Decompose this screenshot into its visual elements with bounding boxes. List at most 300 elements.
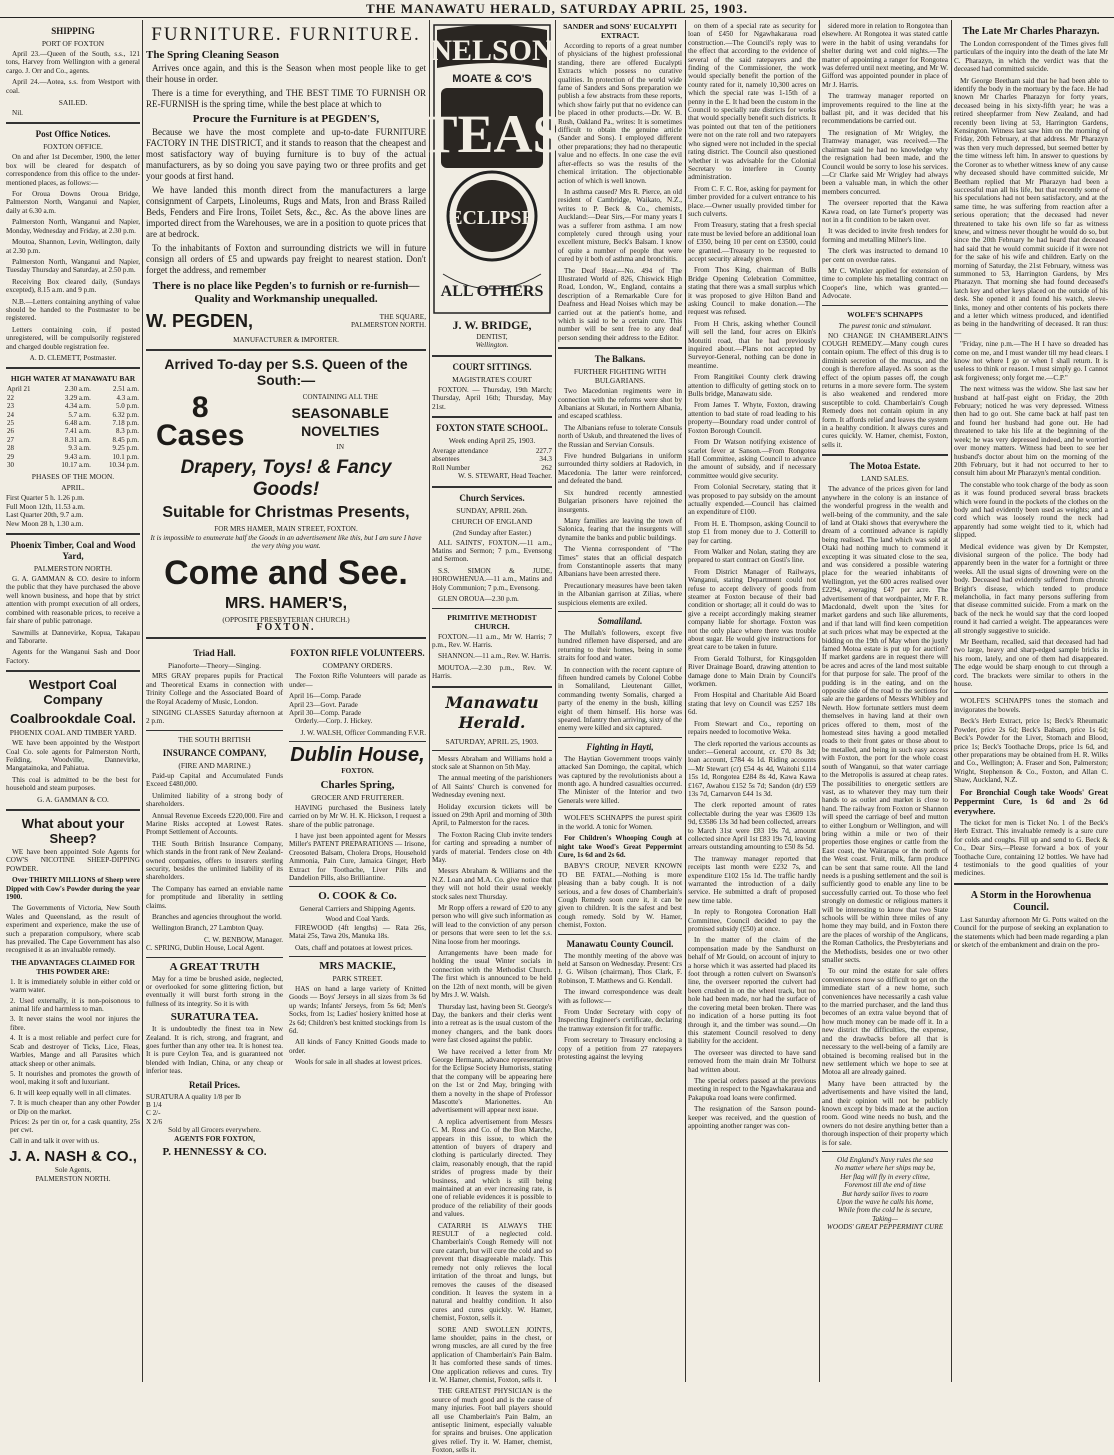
procure-title: Procure the Furniture is at PEGDEN'S,: [192, 113, 380, 125]
nelson-moate: MOATE & CO'S: [452, 73, 532, 85]
divider: [558, 611, 682, 612]
column-rule: [142, 20, 143, 1382]
pegden-claim: There is no place like Pegden's to furnish or re-furnish—Quality and Workmanship unequalled.: [152, 280, 420, 305]
spring-p3: Because we have the most complete and up-to-date FURNITURE FACTORY IN THE DISTRICT, and it stands to reason that the cheapest and most satisfactory way of buying furniture is to buy of the actual manufacturers, as by so doing you save paying two or three profits and get your goods at first hand.: [146, 127, 426, 181]
balkans-p6: The Vienna correspondent of "The Times" states that an official despatch from Constantinople asserts that many Albanians have been arrested there.: [558, 545, 682, 579]
suratura-p1: It is undoubtedly the finest tea in New Zealand. It is rich, strong, and fragrant, and goes further than any other tea. It is honest tea. It is pure Ceylon Tea, and is guaranteed not blended with Indian, China, or any cheap or inferior teas.: [146, 1025, 283, 1076]
post-p7: N.B.—Letters containing anything of value should be handed to the Postmaster to be registered.: [6, 297, 140, 323]
mackie-title: MRS MACKIE,: [319, 959, 396, 972]
cook-sub: General Carriers and Shipping Agents.: [299, 904, 416, 914]
divider: [6, 809, 140, 811]
cook-p3: Oats, chaff and potatoes at lowest prices.: [295, 943, 413, 952]
shipping-arrived2: April 24.—Aotea, s.s. from Westport with coal.: [6, 78, 140, 95]
c6-p6: The clerk was instructed to demand 10 per cent on overdue rates.: [822, 247, 948, 264]
sheep-adv-title: THE ADVANTAGES CLAIMED FOR THIS POWDER ARE:: [10, 957, 136, 976]
phoenix-title: Phoenix Timber, Coal and Wood Yard,: [10, 540, 136, 562]
come-see: Come and See.: [164, 553, 408, 592]
divider: [954, 692, 1108, 693]
late-p6: Medical evidence was given by Dr Kempster, divisional surgeon of the police. The body had apparently been in the water for a fortnight or three weeks. All the usual signs of drowning were on the body. Deceased had evidently suffered from chronic Bright's disease, which tended to produce melancholia, in fact many persons suffering from that disease committed suicide. From a mark on the back of the neck he would say that the cord looped round it had carried a weight. The appearances were all strongly suggestive to suicide.: [954, 542, 1108, 635]
wolfe-line: WOLFE'S SCHNAPPS tones the stomach and invigorates the bowels.: [954, 697, 1108, 714]
rifle-title: FOXTON RIFLE VOLUNTEERS.: [290, 648, 425, 659]
arrived-title: Arrived To-day per S.S. Queen of the South:—: [164, 356, 408, 389]
church-title: Church Services.: [459, 492, 525, 503]
rifle-p1: The Foxton Rifle Volunteers will parade as under—: [289, 672, 426, 689]
eight-cases: 8 Cases: [156, 391, 245, 453]
dublin-trade: GROCER AND FRUITERER.: [311, 792, 404, 802]
divider: [432, 608, 552, 609]
nash-sub: Sole Agents,: [54, 1166, 92, 1175]
foxton: FOXTON.: [256, 622, 316, 634]
spring-p4: We have landed this month direct from the manufacturers a large consignment of Carpets, Linoleums, Rugs and Mats, Iron and Brass Railed Beds, Fenders and Fire Irons, Toilet Sets, &c., &c. As the above lines are imported direct from the Warehouses, we are in a position to quote prices that are at bedrock.: [146, 185, 426, 239]
church-sub: CHURCH OF ENGLAND: [451, 516, 533, 526]
spring-p5: To the inhabitants of Foxton and surrounding districts we will in future consign all orders of £5 and upwards pay freight to nearest station. Don't forget the address, and remember: [146, 243, 426, 275]
sheep-p1: WE have been appointed Sole Agents for COW'S NICOTINE SHEEP-DIPPING POWDER.: [6, 847, 140, 873]
c4-p2: According to reports of a great number of physicians of the highest professional standing, there are offered Eucalypti Extracts which possess no curative qualities. In protection of the world wide fame of Sanders and Sons preparation we publish a few abstracts from these reports, which show fairly put that no evidence can be placed in other products.—Dr. W. B. Rush, Oakland Pa., writes: It is sometimes difficult to obtain the genuine article (Sander and Sons). I employed different other preparations; they had no therapeutic value and no effects. In one case the evil after-effects so was the results of the chemical irritation. The objectionable action of which is well known.: [558, 42, 682, 185]
pegden-addr2: PALMERSTON NORTH.: [350, 321, 426, 329]
column-rule: [685, 20, 686, 1382]
rifle-sign: J. W. WALSH, Officer Commanding F.V.R.: [300, 728, 426, 737]
sbi-p4: THE South British Insurance Company, which stands in the front rank of New Zealand-owned companies, offers to insurers sterling security, besides the unlimited liability of its shareholders.: [146, 839, 283, 882]
divider: [432, 686, 552, 688]
c2-left: [146, 644, 283, 1160]
c5-p15: From Stewart and Co., reporting on repairs needed to locomotive Weka.: [688, 719, 816, 737]
c5-p4: From Thos King, chairman of Bulls Bridge Opening Celebration Committee, stating that there was a small surplus which it was proposed to give Hilton Band and asking Council to make donation.—The request was refused.: [688, 266, 816, 317]
column-7: [954, 22, 1108, 1382]
rifle-orderly: Orderly.—Corp. J. Hickey.: [295, 717, 373, 726]
sbi-sub: (FIRE AND MARINE.): [178, 760, 251, 770]
sbi-p2: Unlimited liability of a strong body of shareholders.: [146, 791, 283, 809]
c5-p20: In the matter of the claim of the compensation made by the Sandhurst on behalf of Mr Gould, on account of injury to a horse which it was asserted had placed its foot through a rotten culvert on Swanson's line, the overseer reported the culvert had been crushed in on the wheel track, but no hole had been made, nor had the surface of the covering metal been broken. There was no indication of a horse putting its foot through it, and the timber was sound.—On this statement Council resolved to deny liability for the accident.: [688, 936, 816, 1046]
column-5: [688, 22, 816, 1382]
late-p5: The constable who took charge of the body as soon as it was found produced several brass brackets which were found in the pockets of the clothes on the body and had evidently been used as weights; and a cord which was loosely round the neck had apparently had some weight tied to it, which had slipped.: [954, 480, 1108, 540]
balkans-sub: FURTHER FIGHTING WITH BULGARIANS.: [573, 367, 667, 386]
church-p2: ALL SAINTS', FOXTON.—11 a.m., Matins and Sermon; 7 p.m., Evensong and Sermon.: [432, 538, 552, 564]
post-p5: Palmerston North, Wanganui and Napier, Tuesday Thursday and Saturday, at 2.50 p.m.: [6, 257, 140, 275]
table-row: 28 9.3 a.m. 9.25 p.m.: [7, 444, 139, 453]
suitable: Suitable for Christmas Presents,: [162, 504, 410, 522]
wolfe-line: WOLFE'S SCHNAPPS the purest spirit in the world. A tonic for Women.: [558, 814, 682, 831]
phoenix-sub: PALMERSTON NORTH.: [33, 564, 113, 574]
balkans-p3: Five hundred Bulgarians in uniform surrounded thirty soldiers at Radovich, in Macedonia. The latter were reinforced, and defeated the band.: [558, 452, 682, 486]
impossible: It is impossible to enumerate half the Goods in an advertisement like this, but I am sure I have the very thing you want.: [150, 533, 422, 551]
news-p1: Messrs Abraham and Williams hold a stock sale at Shannon on 5th May.: [432, 754, 552, 771]
table-row: 26 7.41 a.m. 8.3 p.m.: [7, 427, 139, 436]
court-sub: MAGISTRATE'S COURT: [452, 374, 532, 384]
list-item: 3. It never stains the wool nor injures the fibre.: [10, 1015, 140, 1032]
c5-p3: From Treasury, stating that a fresh special rate must be levied before an additional loan of £350, being 10 per cent on £3500, could be granted.—Treasury to be requested to accept security already given.: [688, 221, 816, 263]
post-title: Post Office Notices.: [35, 129, 111, 140]
c5-p5: From H Chris, asking whether Council will sell the land, four acres on Elkin's Motutiti road, that he had previously inquired about.—Plans not accepted by Surveyor-General, nothing can be done in meantime.: [688, 319, 816, 370]
westport-title: Westport Coal Company: [29, 677, 117, 708]
sheep-adv-list: [6, 978, 140, 1145]
drapery: Drapery, Toys! & Fancy Goods!: [180, 457, 392, 501]
divider: [558, 347, 682, 349]
council-p3: From Under Secretary with copy of Inspecting Engineer's certificate, declaring the tramway extension fit for traffic.: [558, 1008, 682, 1033]
column-1: [6, 22, 140, 1382]
issue-date: SATURDAY, APRIL 25, 1903.: [445, 736, 539, 746]
rifle-line: April 23—Govt. Parade: [289, 700, 358, 709]
c5-p10: From H. E. Thompson, asking Council to stop £1 from money due to J. Cotterill to pay for carting.: [688, 519, 816, 545]
c5-p11: From Walker and Nolan, stating they are prepared to start contract on Gosti's line.: [688, 547, 816, 565]
retail-sold: Sold by all Grocers everywhere.: [168, 1126, 261, 1135]
westport-p1: WE have been appointed by the Westport Coal Co. sole agents for Palmerston North, Feilding, Woodville, Dannevirke, Mangatainoka, and Pahiatua.: [6, 739, 140, 773]
dublin-p2: I have just been appointed agent for Messrs Miller's PATENT PREPARATIONS — Irisone, Creosoted Balsam, Cholera Drops, Household Ammonia, Pain Cure, Jamaica Ginger, Herb Extract for Toothache, Liver Pills and Dandelion Pills, also Brilliantine.: [289, 831, 426, 882]
news-p13: THE GREATEST PHYSICIAN is the source of much good and is the cause of many injuries. Foot ball players should all use Chamberlain's Pain Balm, an antiseptic liniment, especially valuable for sprains and bruises. One application gives relief. Try it. W. Hamer, chemist, Foxton, sells it.: [432, 1387, 552, 1455]
late-p7: Mr Beetham, recalled, said that deceased had had two large, heavy and sharp-edged sample bricks in his room, lately, and one of them had disappeared. The edge would be sharp enough to cut through a cord. The brackets were similar to others in the house.: [954, 638, 1108, 689]
list-item: 6. It will keep equally well in all climates.: [10, 1088, 131, 1097]
column-3: [421, 22, 563, 1455]
balkans-p7: Precautionary measures have been taken in the Albanian garrison at Zilias, where suspicious elements are exiled.: [558, 581, 682, 607]
furniture-title: FURNITURE. FURNITURE.: [151, 24, 421, 45]
post-p3: Palmerston North, Wanganui and Napier, Monday, Wednesday and Friday, at 2.30 p.m.: [6, 218, 140, 235]
storm-title: A Storm in the Horowhenua Council.: [970, 889, 1092, 913]
divider: [822, 454, 948, 456]
list-item: 2. Used externally, it is non-poisonous to animal life and harmless to man.: [10, 996, 140, 1014]
sbi-p6: Branches and agencies throughout the world.: [152, 912, 282, 921]
c5-p22: The special orders passed at the previous meeting in respect to the Ngawhakaraua and Pakapuka road loans were confirmed.: [688, 1076, 816, 1102]
council-p4: From secretary to Treasury enclosing a copy of a petition from 27 ratepayers protesting against the levying: [558, 1036, 682, 1062]
tide-table: [6, 385, 140, 469]
for-mrs: FOR MRS HAMER, MAIN STREET, FOXTON.: [214, 525, 358, 534]
news-p2: The annual meeting of the parishioners of All Saints' Church is convened for Wednesday evening next.: [432, 774, 552, 800]
wolfe-sub: The purest tonic and stimulant.: [838, 320, 932, 330]
bridge-place: Wellington.: [475, 341, 509, 350]
nelson-tea-advertisement: [421, 24, 563, 314]
c5-p21: The overseer was directed to have sand removed from the main drain Mr Tolhurst had written about.: [688, 1048, 816, 1074]
methodist-p1: FOXTON.—11 a.m., Mr W. Harris; 7 p.m., Rev. W. Harris.: [432, 632, 552, 649]
news-p11: CATARRH IS ALWAYS THE RESULT of a neglected cold. Chamberlain's Cough Remedy will not cure catarrh, but will cure the cold and so prevent that disagreeable malady. This remedy not only relieves the local irritation of the throat and lungs, but removes the causes of the diseased condition. It leaves the system in a natural and healthy condition. It also cures and cures quickly. W. Hamer, chemist, Foxton, sells it.: [432, 1221, 552, 1323]
mackie-p3: Wools for sale in all shades at lowest prices.: [295, 1058, 422, 1067]
bridge-name: J. W. BRIDGE,: [452, 318, 532, 332]
retail-line: C 2/-: [146, 1109, 161, 1118]
triad-p2: SINGING CLASSES Saturday afternoon at 2 p.m.: [146, 709, 283, 726]
methodist-p3: MOUTOA.—2.30 p.m., Rev. W. Harris.: [432, 663, 552, 681]
bridge-trade: DENTIST,: [476, 333, 508, 341]
in-word: IN: [336, 443, 345, 452]
sheep-p3: The Governments of Victoria, New South Wales and Queensland, as the result of experiment and experience, make the use of such a preparation compulsory, where scab has prevailed. The Cape Government has also recognised it as an invaluable remedy.: [6, 904, 140, 955]
list-item: Call in and talk it over with us.: [10, 1136, 100, 1145]
shipping-title: SHIPPING: [51, 26, 95, 36]
motoa-sub: LAND SALES.: [861, 474, 909, 484]
c5-p8: From Dr Watson notifying existence of scarlet fever at Sanson.—From Rongotea Hall Committee, asking Council to advance the amount of subsidy, and if necessary committee would give security.: [688, 438, 816, 480]
late-p3: "Friday, nine p.m.—The H I have so dreaded has come on me, and I must wander till my head clears. I know not where I go or when I shall return. It is useless to think or reason. I must simply go. I cannot ask forgiveness; only forget me.—C.P.": [954, 340, 1108, 382]
divider: [6, 670, 140, 672]
divider: [822, 1151, 948, 1152]
dublin-p1: HAVING purchased the Business lately carried on by Mr W. H. K. Hickson, I request a share of the public patronage.: [289, 803, 426, 829]
pegden-signature: [146, 309, 426, 333]
c2-right: [289, 644, 426, 1160]
motoa-p3: Many have been attracted by the advertisements and have visited the land, and their opinion will not be publicly known except by bids made at the auction room. Good wine needs no bush, and the owners do not desire anything better than a thorough inspection of their property which is for sale.: [822, 1079, 948, 1147]
council-p1: The monthly meeting of the above was held at Sanson on Wednesday. Present: Crs J. G. Wilson (chairman), Thos Clark, F. Robinson, T. Matthews and G. Kendall.: [558, 951, 682, 985]
c4-p1: SANDER and SONS' EUCALYPTI EXTRACT.: [563, 22, 677, 40]
westport-title2: Coalbrookdale Coal.: [10, 711, 136, 727]
c6-p4: The overseer reported that the Kawa Kawa road, on late Turner's property was not in a fit condition to be taken over.: [822, 199, 948, 224]
pegden-name: W. PEGDEN,: [146, 311, 254, 331]
spring-p2: There is a time for everything, and THE BEST TIME TO FURNISH OR RE-FURNISH is the spring time, while the best place at which to: [146, 88, 426, 109]
balkans-p5: Many families are leaving the town of Salonica, fearing that the insurgents will dynamite the banks and public buildings.: [558, 516, 682, 542]
table-row: absentees 34.3: [432, 455, 552, 464]
c5-p7: From James T. Whyte, Foxton, drawing attention to bad state of road leading to his property—Boundary road under control of Foxton Borough Council.: [688, 401, 816, 435]
sbi-p5: The Company has earned an enviable name for promptitude and liberality in settling claims.: [146, 884, 283, 910]
rifle-sub: COMPANY ORDERS.: [322, 661, 393, 671]
phoenix-p1: G. A. GAMMAN & CO. desire to inform the public that they have purchased the above well known business, and hope that by strict attention with prompt execution of all orders, combined with reasonable prices, to receive a fair share of public patronage.: [6, 575, 140, 626]
spring-title: The Spring Cleaning Season: [146, 49, 279, 61]
post-p4: Moutoa, Shannon, Levin, Wellington, daily at 2.30 p.m.: [6, 238, 140, 255]
c6-p8: NO CHANGE IN CHAMBERLAIN'S COUGH REMEDY.—Many cough cures contain opium. The effect of this drug is to diminish secretion of the mucus, and the cough is therefore allayed. As soon as the effect of the opium passes off, the cough returns in a more severe form. The system is also weakened and rendered more susceptible to cold. Chamberlain's Cough Remedy does not contain opium in any form. It affords relief and leaves the system in a healthy condition. It always cures and cures quickly. W. Hamer, chemist, Foxton, sells it.: [822, 331, 948, 449]
nelson-top: NELSON: [430, 34, 554, 67]
post-sub: FOXTON OFFICE.: [43, 142, 103, 152]
divider: [558, 809, 682, 810]
c5-p16: The clerk reported the various accounts as under:—General account, cr. £70 8s 3d; loan account, £784 4s 1d. Riding accounts—Mr Stewart (cr) £54 4s 4d, Waitohi £114 15s 1d, Rongotea £284 8s 4d, Kawa Kawa £167, Awahou £152 5s 7d; Sandon (dr) £59 13s 7d, Carnarvon £44 1s 3d.: [688, 739, 816, 798]
sheep-title: What about your Sheep?: [21, 815, 125, 846]
column-rule: [951, 20, 952, 1382]
late-p4: The next witness was the widow. She last saw her husband at half-past eight on Friday, the 20th February; noticed he was very depressed. Witness then had to go out. She came back at half past ten and found her husband had gone out. He had threatened to take his life at the beginning of the week; he was very depressed indeed, and he worried over money matters. Witness had been to see her husband's doctor about him on the morning of the 20th February, but it had not occurred to her to consult him about Mr Pharazyn's mental condition.: [954, 385, 1108, 478]
c6-p3: The resignation of Mr Wrigley, the Tramway manager, was received.—The chairman said he had no knowledge why the resignation had been made, and the Council would be sorry to lose his services.—Cr Clarke said Mr Wrigley had always been a valuable man, in which the other members concurred.: [822, 128, 948, 196]
c6-p1: sidered more in relation to Rongotea than elsewhere. At Rongotea it was stated cattle were in the habit of using verandahs for shelter during wet and cold nights.—The matter of appointing a ranger for Rongotea was deferred until next meeting, and Mr W. Gifford was appointed pounder in place of Mr J. Harris.: [822, 22, 948, 89]
list-item: Prices: 2s per tin or, for a cask quantity, 25s per cwt.: [10, 1117, 140, 1135]
divider: [6, 122, 140, 124]
news-p7: Arrangements have been made for holding the usual Winter socials in connection with the Methodist Church. The first which is announced to be held on the 12th of next month, will be given by Mrs J. W. Walsh.: [432, 949, 552, 1000]
list-item: 4. It is a most reliable and perfect cure for Scab and destroyer of Ticks, Lice, Fleas, Warbles, Mange and all Parasites which attack sheep or other animals.: [10, 1034, 140, 1068]
cure-p: BABY'S CROUP, NEVER KNOWN TO BE FATAL.—Nothing is more pleasing than a baby cough. It is not serious, and a few doses of Chamberlain's Cough Remedy soon cure it, it can be given to children. It is the safest and best cough remedy. Sold by W. Hamer, chemist, Foxton.: [558, 862, 682, 930]
table-row: April 21 2.30 a.m. 2.51 a.m.: [7, 385, 139, 394]
table-row: 22 3.29 a.m. 4.3 a.m.: [7, 393, 139, 402]
hennessy: P. HENNESSY & CO.: [162, 1146, 267, 1159]
balkans-title: The Balkans.: [594, 354, 646, 365]
late-p1: The London correspondent of the Times gives full particulars of the inquiry into the death of the late Mr C. Pharazyn, in which the verdict was that the deceased had committed suicide.: [954, 40, 1108, 74]
somali-title: Somaliland.: [597, 615, 643, 626]
cook-title: O. COOK & Co.: [318, 890, 397, 903]
whooping: For Children's Whooping Cough at night take Wood's Great Peppermint Cure, 1s 6d and 2s 6d.: [558, 834, 682, 859]
triad-p1: MRS GRAY prepares pupils for Practical and Theoretical Exams in connection with Trinity College and the Associated Board of the Royal Academy of Music, London.: [146, 672, 283, 706]
tide-title: HIGH WATER AT MANAWATU BAR: [10, 374, 136, 384]
shipping-port: PORT OF FOXTON: [41, 39, 105, 48]
moon-sub: APRIL.: [61, 483, 85, 493]
sbi-manager: C. W. BENBOW, Manager.: [204, 935, 283, 944]
ticket-p: The ticket for men is Ticket No. 1 of the Beck's Herb Extract. This invaluable remedy is a sure cure for colds and coughs. Fill up and send to G. Beck & Co., Dear Sirs,—Please forward a box of your Toothache Cure, containing 12 bottles. We have had 4 testimonials to the good qualities of your medicines.: [954, 819, 1108, 878]
pegden-addr1: THE SQUARE,: [379, 312, 426, 321]
sbi-branch: Wellington Branch, 27 Lambton Quay.: [152, 924, 264, 933]
sbi-p3: Annual Revenue Exceeds £220,000. Fire and Marine Risks accepted at Lowest Rates. Prompt Settlement of Accounts.: [146, 811, 283, 837]
list-item: 1. It is immediately soluble in either cold or warm water.: [10, 977, 140, 995]
moon-line: New Moon 28 h, 1.30 a.m.: [6, 519, 84, 528]
divider: [146, 957, 283, 958]
news-p12: SORE AND SWOLLEN JOINTS, lame shoulder, pains in the chest, or wrong muscles, are all cured by the free application of Chamberlain's Pain Balm. It has comforted these sands of times. One application relieves and cures. Try it. W. Hamer, chemist, Foxton, sells it.: [432, 1325, 552, 1384]
table-row: 29 9.43 a.m. 10.1 p.m.: [7, 452, 139, 461]
balkans-p1: Two Macedonian regiments were in connection with the reforms were shot by Albanians at Skutari, in Northern Albania, and escaped scathless.: [558, 387, 682, 421]
dublin-spring: Charles Spring,: [320, 778, 395, 791]
c5-p1: on them of a special rate as security for loan of £450 for Ngawhakaraua road construction.—The Council's reply was to the effect that according to the evidence of several of the said ratepayers and the finding of the Commissioner, the work would specially benefit the portion of the county rated for it, namely 10,300 acres on which the special rate was 1-15th of a penny in the £. It had been the custom in the Council to specially rate districts for works that would specially benefit such districts. It was pointed out that ten of the petitioners were not on the rate roll and two ratepayers who signed were not included in the special rating district. The Council also questioned whether it was advisable for the Colonial Secretary to interfere in County administration.: [688, 22, 816, 182]
c5-p17: The clerk reported amount of rates collectable during the year was £3609 13s 9d, £3586 13s 3d had been collected, arrears to March 31st were £83 19s 7d, amount collected since April 1st £83 19s 7d, leaving arrears outstanding amounting to £50 8s 5d.: [688, 801, 816, 852]
triad-title: Triad Hall.: [193, 648, 236, 659]
c6-p2: The tramway manager reported on improvements required to the line at the ballast pit, and it was decided that his recommendations be carried out.: [822, 92, 948, 126]
c6-p7: Mr C. Winkler applied for extension of time to complete his metalling contract on Cooper's line, which was granted.—Advocate.: [822, 266, 948, 301]
motoa-title: The Motoa Estate.: [849, 461, 921, 472]
bronchial: For Bronchial Cough take Woods' Great Peppermint Cure, 1s 6d and 2s 6d everywhere.: [954, 787, 1108, 816]
church-p4: GLEN OROUA—2.30 p.m.: [438, 595, 519, 604]
nash-place: PALMERSTON NORTH.: [35, 1174, 111, 1183]
dublin-title: Dublin House,: [290, 744, 425, 767]
table-row: 30 10.17 a.m. 10.34 p.m.: [7, 461, 139, 470]
methodist-p2: SHANNON.—11 a.m., Rev. W. Harris.: [438, 652, 551, 661]
news-p8: Thursday last, having been St. George's Day, the bankers and their clerks went into a retreat as is the usual custom of the money changers, and the bank doors were fast closed against the public.: [432, 1002, 552, 1045]
moon-line: Last Quarter 20th, 9.7 a.m.: [6, 511, 84, 520]
news-p5: Messrs Abraham & Williams and the N.Z. Loan and M.A. Co. give notice that they will not hold their usual weekly stock sales next Thursday.: [432, 867, 552, 901]
divider: [146, 349, 426, 351]
divider: [289, 741, 426, 742]
table-row: 25 6.48 a.m. 7.18 p.m.: [7, 419, 139, 427]
mackie-p1: HAS on hand a large variety of Knitted Goods — Boys' Jerseys in all sizes from 3s 6d up wards; Infants' Jerseys, from 5s 6d; Men's Socks, from 1s; Ladies' hosiery knitted hose at 2s 6d; Children's best knitted stockings from 1s 6d.: [289, 984, 426, 1035]
c5-p23: The resignation of the Sanson pound-keeper was received, and the question of appointing another ranger was con-: [688, 1105, 816, 1130]
c5-p13: From Gerald Tolhurst, for Kingsgolden River Drainage Board, drawing attention to damage done to Main Drain by Council's workmen.: [688, 654, 816, 689]
divider: [432, 416, 552, 418]
retail-line: X 2/6: [146, 1117, 163, 1126]
c4-p3: In asthma caused? Mrs R. Pierce, an old resident of Cambridge, Waikato, N.Z., writes to P. Beck & Co., chemists, Auckland:—Dear Sirs,—For many years I was a sufferer from asthma. I am now completely cured through using your excellent mixture, Beck's Balsam. I know of quite a number of people that were cured by it both of asthma and bronchitis.: [558, 187, 682, 264]
opposite: (OPPOSITE PRESBYTERIAN CHURCH.): [222, 615, 350, 624]
seasonable: SEASONABLE NOVELTIES: [291, 405, 389, 440]
table-row: Roll Number 262: [432, 463, 552, 472]
beck-p: Beck's Herb Extract, price 1s; Beck's Rheumatic Powder, price 2s 6d; Beck's Balsam, price 1s 6d; Beck's Powder for the Liver, Stomach and Blood, price 1s; Beck's Toothache Drops, price 1s 6d, and other preparations may be obtained from H. R. Wilks and Co., Wellington; A. Fraser and Son, Palmerston; Wright, Stephenson & Co., Foxton, and Allan C. Shaw, Auckland, N.Z.: [954, 717, 1108, 785]
news-p4: The Foxton Racing Club invite tenders for carting and spreading a number of yards of material. Tenders close on 4th May.: [432, 830, 552, 864]
column-rule: [555, 20, 556, 1382]
divider: [558, 737, 682, 738]
c5-p2: From C. F. C. Roe, asking for payment for timber provided for a culvert entrance to his place.—Owner usually provided timber for such culverts.: [688, 184, 817, 218]
divider: [822, 305, 948, 306]
sbi-title: THE SOUTH BRITISH: [178, 734, 251, 744]
containing: CONTAINING ALL THE: [302, 393, 378, 401]
post-sign: A. D. CLEMETT, Postmaster.: [29, 353, 117, 362]
balkans-p2: The Albanians refuse to tolerate Consuls north of Uskub, and threatened the lives of the Russian and Servian Consuls.: [558, 423, 682, 449]
hayti-title: Fighting in Hayti,: [586, 741, 654, 752]
late-p2: Mr George Beetham said that he had been able to identify the body in the mortuary by the face. He had known Mr Charles Pharazyn for forty years, deceased being in his sixty-fifth year; he was a retired sheepfarmer from New Zealand, and had recently been living at 53, Harrington Gardens, Kensington. Witness last saw him on the morning of Friday, 20th February, at that address. Mr Pharazyn was then very much depressed, but seemed better by the time witness left him. In answer to questions by the Coroner as to whether witness knew of any cause why deceased should have committed suicide, Mr Beetham replied that Mr Pharazyn had been a successful man all his life, but that recently some of his speculations had not been satisfactory, and at the same time, he was suffering from reaction after a serious operation; that the deceased had never threatened to take his own life so far as witness knew, and witness never thought he would do so, but since the 20th February he had heard that deceased had said that he would commit suicide if it were not for the sake of his wife and children. Early on the morning of Saturday, the 21st February, witness was summoned to 53, Harrington Gardens, by Mrs Pharazyn. That morning she had found deceased's latch key and other keys placed on the outside of his desk. She opened it and found his watch, sleeve-links, money and other contents of his pockets there and a letter which witness produced, and identified as being in the handwriting of deceased. It ran thus:—: [954, 76, 1108, 337]
shipping-sailed-label: SAILED.: [58, 98, 88, 108]
school-sub: Week ending April 25, 1903.: [448, 436, 536, 446]
court-title: COURT SITTINGS.: [452, 361, 532, 372]
spring-p1: Arrives once again, and this is the Season when most people like to get their house in order.: [146, 63, 426, 84]
council-p2: The inward correspondence was dealt with as follows:—: [558, 988, 682, 1005]
divider: [146, 637, 426, 639]
westport-p2: This coal is admitted to be the best for household and steam purposes.: [6, 775, 140, 793]
divider: [432, 750, 552, 751]
table-row: 23 4.34 a.m. 5.0 p.m.: [7, 402, 139, 411]
shipping-sailed: Nil.: [12, 109, 23, 118]
column-2: [146, 22, 426, 1382]
balkans-p4: Six hundred recently amnestied Bulgarian prisoners have rejoined the insurgents.: [558, 488, 682, 514]
sbi-title2: INSURANCE COMPANY,: [162, 747, 267, 758]
moon-line: Full Moon 12th, 11.53 a.m.: [6, 502, 85, 511]
westport-sub: PHOENIX COAL AND TIMBER YARD.: [9, 728, 137, 738]
truth-title: A GREAT TRUTH: [169, 960, 260, 973]
school-sign: W. S. STEWART, Head Teacher.: [458, 472, 552, 481]
motoa-p1: The advance of the prices given for land anywhere in the colony is an instance of the wonderful progress in the wealth and well-being of the community, and the sale of land at Otaki shows that everywhere the dream of a continued advance is rapidly being realised. The land which was sold at Otaki had nothing much to commend it excepting it was situated close to the sea, and was considered a possible watering place for the wearied inhabitants of Wellington, yet the 600 acres realised over £2294, averaging £47 per acre. The advertisement of that wordpainter, Mr F. R. Macdonald, dwelt upon the 'sites for market gardens and such like allurements, and if that land will find keen competition at such prices what may be expected at the bidding on the 19th of May when the justly famed Motoa estate is put up for auction? If market gardens are in request there will be acres and acres of the land most suitable for that purpose for sale. The proof of the pudding is in the eating, and on the opposite side of the road to the sections for sale are the gardens of Messrs Whibley and Newth. How fortunate settlers must deem themselves in having land at their own prices offered to them, most of the homestead sites having a good metalled roads to their front gates or those about to be metalled, and being in such easy access with Foxton, the port for the whole coast south of Wanganui, so that water carriage to the Metropolis is assured at cheap rates. The possibilities to energetic settlers are vast, as to whatever they may turn their hands to as outlet and market is close to hand. The railway from Foxton or Shannon will speed the carriage of beef and mutton to either Longburn or Wellington, and will bring within a mile or two of their properties those engines or cattle from the East coast, the Wairarapa or the north of the West coast. Fruit, milk, farm produce can be sent that same route. All the land needs is a pushing settlement and the soil is sufficiently good to enable any line to be successfully carried out. To those who feel strongly on domestic or religious matters it will be interesting to know that two State schools will be within three miles of any home they may build, and in Foxton there are the places of worship of the Anglicans, the Roman Catholics, the Presbyterians and the Methodists, besides one or two other smaller sects.: [822, 485, 948, 965]
rifle-line: April 16—Comp. Parade: [289, 692, 362, 701]
c5-p14: From Hospital and Charitable Aid Board stating that levy on Council was £257 18s 6d.: [688, 691, 816, 717]
divider: [558, 934, 682, 935]
c5-p6: From Rangitikei County clerk drawing attention to difficulty of getting stock on to Bulls bridge, Manawatu side.: [688, 373, 816, 399]
c4-p4: The Deaf Hear.—No. 494 of The Illustrated World of 826, Chiswick High Road, London, W., England, contains a description of a Remarkable Cure for Deafness and Head Noises which may be carried out at the patient's home, and which is said to be a certain cure. This number will be sent free to any deaf person sending their address to the Editor.: [558, 266, 682, 342]
divider: [954, 883, 1108, 885]
news-p9: We have received a letter from Mr George Hermann, advance representative for the Eclipse Society Humorists, stating that the company will be appearing here on the 1st or 2nd May, bringing with them a novelty in the shape of Professor Mascotte's Marionettes. An advertisement will appear next issue.: [432, 1047, 552, 1115]
c6-p5: It was decided to invite fresh tenders for forming and metalling Milner's line.: [822, 227, 948, 244]
news-p6: Mr Ropp offers a reward of £20 to any person who will give such information as will lead to the conviction of any person or persons that were seen to let the s.s. Nina loose from her moorings.: [432, 904, 552, 946]
nelson-eclipse: ECLIPSE: [449, 207, 535, 229]
post-p2: For Oroua Downs Oroua Bridge, Palmerston North, Wanganui and Napier, daily at 6.30 a.m.: [6, 190, 140, 215]
retail-line: SURATURA A quality 1/8 per lb: [146, 1092, 241, 1101]
retail-title: Retail Prices.: [189, 1079, 240, 1090]
nash-title: J. A. NASH & CO.,: [9, 1148, 137, 1166]
news-p3: Holiday excursion tickets will be issued on 29th April and morning of 30th April, to Palmerston for the races.: [432, 802, 552, 828]
column-4: [558, 22, 682, 1382]
c5-p12: From District Manager of Railways, Wanganui, stating Department could not refuse to accept delivery of goods from steamer at Foxton because of their bad condition or shortage; all it could do was to give a receipt accordingly making steamer company liable for shortage. Foxton was not the only place where there was trouble about sugar. He would give instructions for great care to be taken in future.: [688, 567, 816, 652]
sbi-agent: C. SPRING, Dublin House, Local Agent.: [146, 944, 265, 953]
sheep-p2: Over THIRTY MILLIONS of Sheep were Dipped with Cow's Powder during the year 1900.: [6, 876, 140, 901]
phoenix-p3: Agents for the Wanganui Sash and Door Factory.: [6, 648, 140, 665]
late-title: The Late Mr Charles Pharazyn.: [962, 26, 1100, 37]
divider: [432, 355, 552, 357]
somali-p1: The Mullah's followers, except five hundred riflemen have dispersed, and are returning to their homes, being in some straits for food and water.: [558, 628, 682, 663]
wolfe-title: WOLFE'S SCHNAPPS: [847, 309, 923, 319]
shipping-arrived: April 23.—Queen of the South, s.s., 121 tons, Harvey from Wellington with a general cargo. J. Orr and Co., agents.: [6, 50, 140, 75]
list-item: 7. It is much cheaper than any other Powder or Dip on the market.: [10, 1099, 140, 1116]
storm-p1: Last Saturday afternoon Mr G. Potts waited on the Council for the purpose of seeking an explanation to the statements which had been made regarding a plan or sketch of the embankment and drain on the pro-: [954, 915, 1108, 950]
cases-row: [146, 390, 426, 454]
post-p6: Receiving Box cleared daily, (Sundays excepted), 8.15 a.m. and 9 p.m.: [6, 277, 140, 295]
pegden-trade: MANUFACTURER & IMPORTER.: [233, 336, 339, 344]
post-p8: Letters containing coin, if posted unregistered, will be compulsorily registered and charged double registration fee.: [6, 325, 140, 351]
divider: [6, 367, 140, 369]
column-rule: [819, 20, 820, 1382]
mackie-sub: PARK STREET.: [332, 973, 383, 983]
triad-sub: Pianoforte—Theory—Singing.: [167, 661, 262, 671]
list-item: 5. It nourishes and promotes the growth of wool, making it soft and luxuriant.: [10, 1069, 140, 1087]
dublin-foxton: FOXTON.: [341, 767, 374, 776]
mackie-p2: All kinds of Fancy Knitted Goods made to order.: [289, 1038, 426, 1055]
church-p1: (2nd Sunday after Easter.): [452, 527, 532, 537]
church-p3: S.S. SIMON & JUDE, HOROWHENUA.—11 a.m., Matins and Holy Communion; 7 p.m., Evensong.: [432, 566, 552, 592]
motoa-p2: To our mind the estate for sale offers conveniences now so difficult to get on the immediate start of a new home, such conveniences have necessarily a cash value to the married purchaser, and the land thus becomes of an extra value beyond that of how much money can be made off it. In a new district the difficulties, the expense, and the drawbacks before all that is necessary to the well-being of a family are obtained is becoming realised but in the new settlement which we hope to see at Motoa all are already gained.: [822, 967, 948, 1077]
divider: [289, 956, 426, 957]
divider: [289, 886, 426, 887]
verse: Old England's Navy rules the sea No matter where her ships may be, Her flag will fly in every clime, Foremost till the end of time But hardy sailor lives to roam Upon the wave he calls his home, While from the cold he is secure, Taking— WOODS' GREAT PEPPERMINT CURE: [826, 1155, 944, 1232]
suratura-title: SURATURA TEA.: [170, 1011, 259, 1024]
divider: [146, 730, 283, 731]
divider: [432, 486, 552, 488]
school-title: FOXTON STATE SCHOOL.: [436, 423, 548, 434]
table-row: 24 5.7 a.m. 6.32 p.m.: [7, 410, 139, 419]
cook-p2: FIREWOOD (4ft lengths) — Rata 26s, Matai 25s, Tawa 20s, Manuka 18s.: [289, 923, 426, 941]
agents-foxton: AGENTS FOR FOXTON,: [174, 1134, 255, 1143]
masthead: THE MANAWATU HERALD, SATURDAY APRIL 25, 1903.: [0, 0, 1114, 18]
column-6: [822, 22, 948, 1382]
westport-sign: G. A. GAMMAN & CO.: [37, 795, 109, 804]
church-date: SUNDAY, APRIL 26th.: [456, 505, 528, 515]
somali-p2: In connection with the recent capture of fifteen hundred camels by Colonel Cobbe in Somaliland, Lieutenant Gillet, commanding twenty Somalis, charged a party of the enemy in the bush, killing eight of them himself. His horse was speared. Infantry then arriving, sixty of the enemy were killed and six captured.: [558, 665, 682, 733]
hayti-p1: The Haytian Government troops vainly attacked San Domingo, the capital, which was captured by the revolutionists about a month ago. A hundred casualties occurred. The Minister of the Interior and two Generals were killed.: [558, 754, 682, 805]
c2-split: [146, 644, 426, 1160]
table-row: Average attendance 227.7: [432, 447, 552, 456]
moon-title: PHASES OF THE MOON.: [31, 472, 115, 482]
paper-title: Manawatu Herald.: [445, 692, 539, 732]
rifle-line: April 30—Comp. Parade: [289, 709, 362, 718]
post-p1: On and after 1st December, 1900, the letter box will be cleared for despatch of correspondence from this office to the under-mentioned places, as follows:—: [6, 153, 140, 187]
c5-p9: From Colonial Secretary, stating that it was proposed to pay subsidy on the amount actually expended.—Council has claimed an expenditure of £100.: [688, 483, 816, 517]
mrs-hamer: MRS. HAMER'S,: [224, 594, 348, 612]
truth-p1: May for a time be brushed aside, neglected, or overlooked for some glittering fiction, but eventually it will burst forth strong in the fullness of its integrity. So it is with: [146, 974, 283, 1008]
nelson-teas: TEAS: [421, 104, 563, 164]
news-p10: A replica advertisement from Messrs C. M. Ross and Co. of the Bon Marche, appears in this issue, to which the attention of buyers of drapery and clothing is particularly directed. They claim, reasonably enough, that the rapid strides of progress made by their business, and which is still being maintained at an ever increasing rate, is one of reliable evidences it is possible to produce of the reliability of their goods and values.: [432, 1117, 552, 1219]
council-title: Manawatu County Council.: [566, 938, 674, 949]
sbi-p1: Paid-up Capital and Accumulated Funds Exceed £480,000.: [146, 771, 283, 789]
